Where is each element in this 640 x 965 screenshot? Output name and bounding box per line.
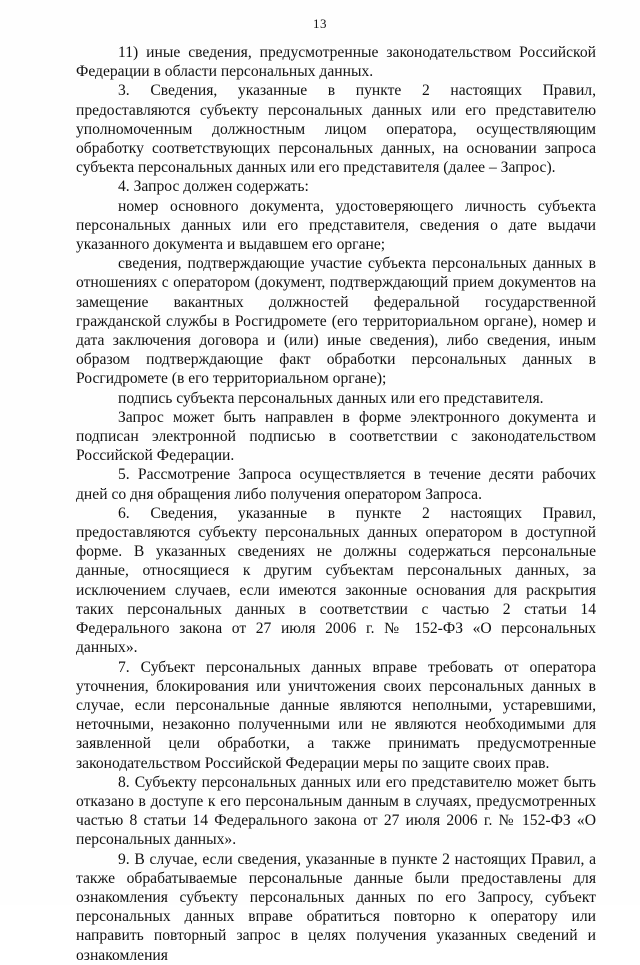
paragraph-item-11: 11) иные сведения, предусмотренные законодательством Российской Федерации в области персональных данных. xyxy=(76,44,596,81)
paragraph-8: 8. Субъекту персональных данных или его представителю может быть отказано в доступе к его персональным данным в случаях, предусмотренных частью 8 статьи 14 Федерального закона от 27 июля 2006 г. № 152-ФЗ «О персональных данных». xyxy=(76,773,596,849)
paragraph-4-document-number: номер основного документа, удостоверяющего личность субъекта персональных данных или его представителя, сведения о дате выдачи указанного документа и выдавшем его органе; xyxy=(76,197,596,254)
paragraph-6: 6. Сведения, указанные в пункте 2 настоящих Правил, предоставляются субъекту персональных данных оператором в доступной форме. В указанных сведениях не должны содержаться персональные данные, относящиеся к другим субъектам персональных данных, за исключением случаев, если имеются законные основания для раскрытия таких персональных данных в соответствии с частью 2 статьи 14 Федерального закона от 27 июля 2006 г. № 152-ФЗ «О персональных данных». xyxy=(76,504,596,657)
paragraph-4-signature: подпись субъекта персональных данных или его представителя. xyxy=(118,389,544,407)
document-body xyxy=(76,43,596,965)
page-number: 13 xyxy=(313,16,327,31)
paragraph-3: 3. Сведения, указанные в пункте 2 настоящих Правил, предоставляются субъекту персональных данных или его представителю уполномоченным должностным лицом оператора, осуществляющим обработку соответствующих персональных данных, на основании запроса субъекта персональных данных или его представителя (далее – Запрос). xyxy=(76,82,596,177)
paragraph-5: 5. Рассмотрение Запроса осуществляется в течение десяти рабочих дней со дня обращения либо получения оператором Запроса. xyxy=(76,466,596,503)
paragraph-9: 9. В случае, если сведения, указанные в пункте 2 настоящих Правил, а также обрабатываемые персональные данные были предоставлены для ознакомления субъекту персональных данных по его Запросу, субъект персональных данных вправе обратиться повторно к оператору или направить повторный запрос в целях получения указанных сведений и ознакомления xyxy=(76,850,596,964)
paragraph-electronic-request: Запрос может быть направлен в форме электронного документа и подписан электронной подписью в соответствии с законодательством Российской Федерации. xyxy=(76,408,596,465)
paragraph-7: 7. Субъект персональных данных вправе требовать от оператора уточнения, блокирования или уничтожения своих персональных данных в случае, если персональные данные являются неполными, устаревшими, неточными, незаконно полученными или не являются необходимыми для заявленной цели обработки, а также принимать предусмотренные законодательством Российской Федерации меры по защите своих прав. xyxy=(76,658,596,772)
paragraph-4-participation-info: сведения, подтверждающие участие субъекта персональных данных в отношениях с оператором (документ, подтверждающий прием документов на замещение вакантных должностей федеральной государственной гражданской службы в Росгидромете (его территориальном органе), номер и дата заключения договора и (или) иные сведения), либо сведения, иным образом подтверждающие факт обработки персональных данных в Росгидромете (в его территориальном органе); xyxy=(76,255,596,388)
paragraph-4: 4. Запрос должен содержать: xyxy=(118,178,309,196)
